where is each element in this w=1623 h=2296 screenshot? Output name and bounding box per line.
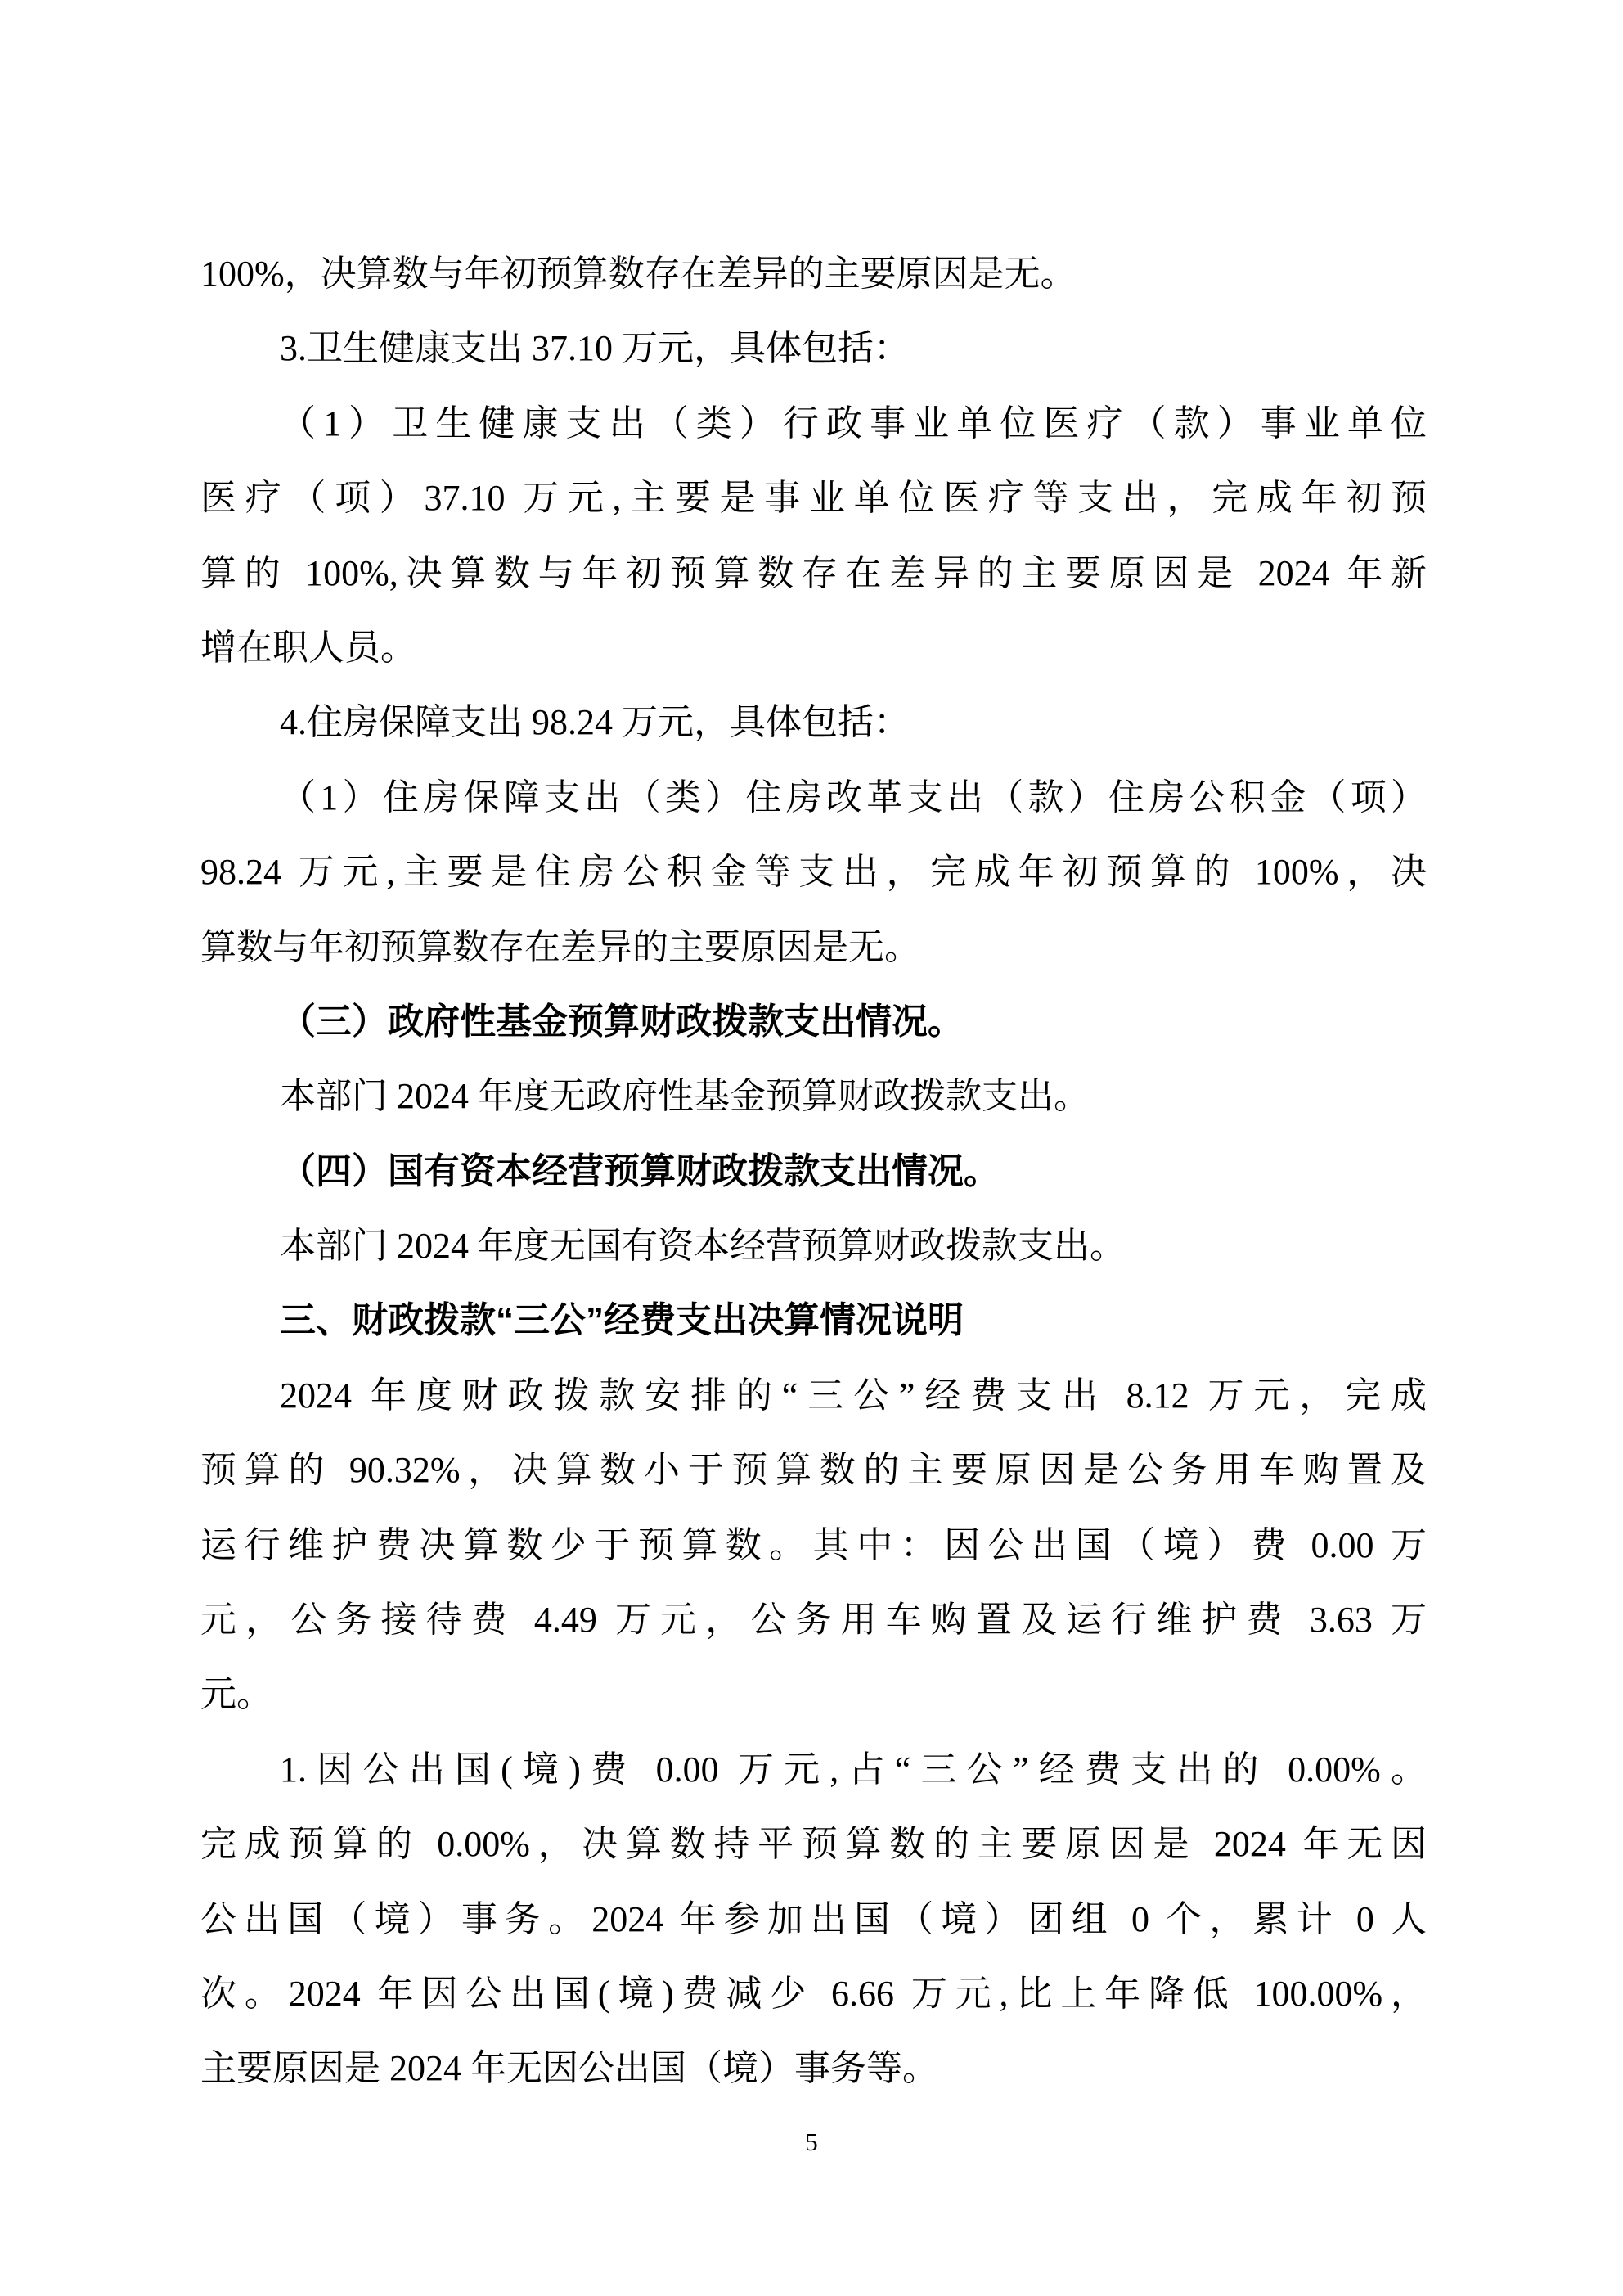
text-line: 元，公务接待费 4.49 万元，公务用车购置及运行维护费 3.63 万	[200, 1600, 1427, 1641]
section-heading: （四）国有资本经营预算财政拨款支出情况。	[280, 1150, 1000, 1191]
text-line: 医疗（项）37.10 万元,主要是事业单位医疗等支出，完成年初预	[200, 478, 1427, 519]
text-line: 3.卫生健康支出 37.10 万元，具体包括：	[280, 328, 910, 369]
page-number: 5	[805, 2127, 818, 2156]
text-line: 次。2024 年因公出国(境)费减少 6.66 万元,比上年降低 100.00%，	[200, 1973, 1427, 2014]
text-line: 1.因公出国(境)费 0.00 万元,占“三公”经费支出的 0.00%。	[280, 1749, 1427, 1790]
text-line: 100%，决算数与年初预算数存在差异的主要原因是无。	[200, 254, 1077, 294]
text-line: 2024 年度财政拨款安排的“三公”经费支出 8.12 万元，完成	[280, 1375, 1427, 1416]
text-line: 算的 100%,决算数与年初预算数存在差异的主要原因是 2024 年新	[200, 552, 1427, 593]
text-line: 元。	[200, 1674, 272, 1715]
text-line: 本部门 2024 年度无政府性基金预算财政拨款支出。	[280, 1076, 1090, 1117]
text-line: 增在职人员。	[200, 627, 416, 668]
text-line: 4.住房保障支出 98.24 万元，具体包括：	[280, 702, 910, 743]
section-heading: 三、财政拨款“三公”经费支出决算情况说明	[280, 1300, 964, 1341]
text-line: 完成预算的 0.00%，决算数持平预算数的主要原因是 2024 年无因	[200, 1824, 1427, 1865]
text-block	[200, 236, 1427, 2106]
text-line: 预算的 90.32%，决算数小于预算数的主要原因是公务用车购置及	[200, 1450, 1427, 1491]
text-line: 主要原因是 2024 年无因公出国（境）事务等。	[200, 2048, 938, 2089]
text-line: （1）住房保障支出（类）住房改革支出（款）住房公积金（项）	[280, 777, 1427, 817]
text-line: 本部门 2024 年度无国有资本经营预算财政拨款支出。	[280, 1226, 1126, 1267]
text-line: 98.24 万元,主要是住房公积金等支出，完成年初预算的 100%，决	[200, 852, 1427, 893]
text-line: 算数与年初预算数存在差异的主要原因是无。	[200, 926, 920, 967]
section-heading: （三）政府性基金预算财政拨款支出情况。	[280, 1001, 964, 1042]
text-line: （1）卫生健康支出（类）行政事业单位医疗（款）事业单位	[280, 403, 1427, 443]
text-line: 运行维护费决算数少于预算数。其中：因公出国（境）费 0.00 万	[200, 1524, 1427, 1565]
text-line: 公出国（境）事务。2024 年参加出国（境）团组 0 个，累计 0 人	[200, 1898, 1427, 1939]
